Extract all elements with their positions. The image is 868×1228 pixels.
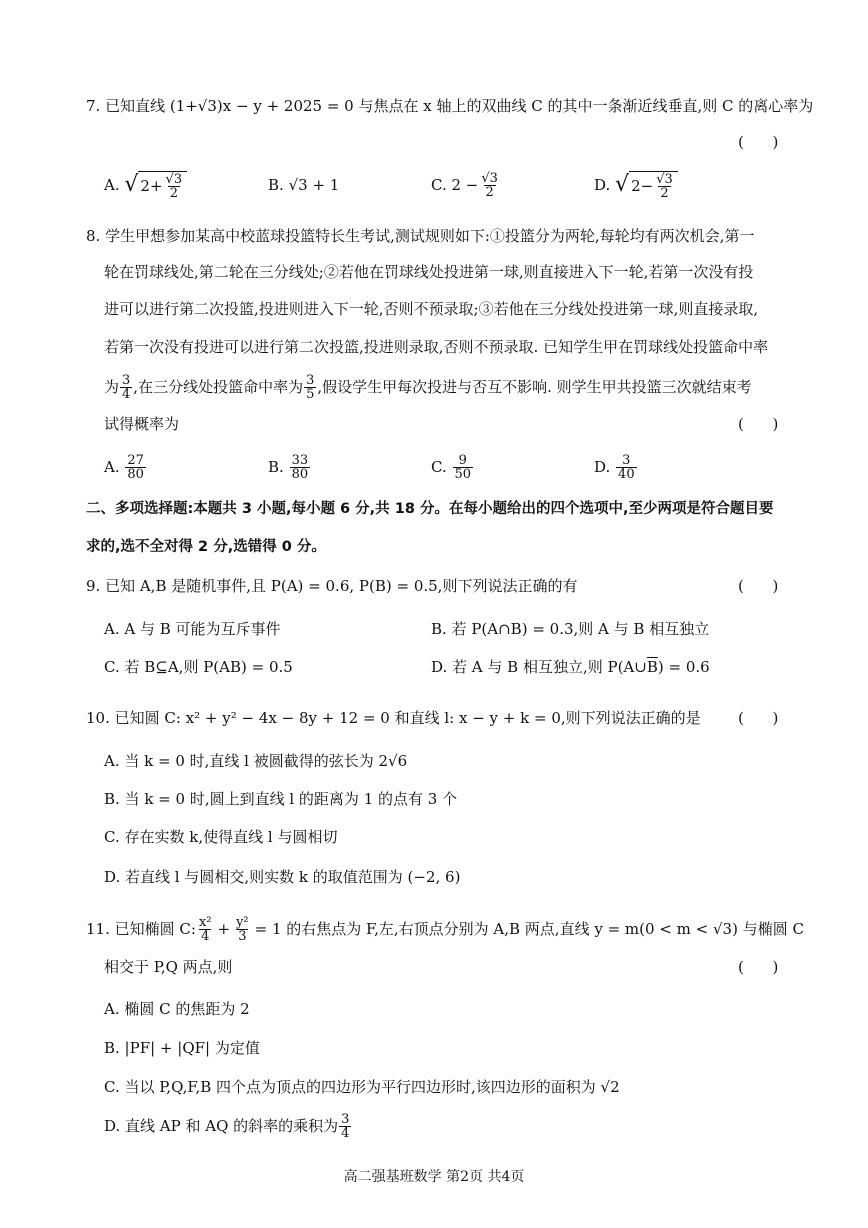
q9-answer-paren: ( ) (738, 577, 779, 595)
section-2-heading-line-2: 求的,选不全对得 2 分,选错得 0 分。 (86, 539, 326, 555)
q7-option-b: B. √3 + 1 (268, 176, 340, 194)
q9-option-a: A. A 与 B 可能为互斥事件 (104, 620, 281, 638)
fraction-3-5: $\frac{3}{5}$ (306, 372, 315, 402)
q9-option-d: D. 若 A 与 B 相互独立,则 $P(A\cup\overline{B}) = 0.6$ (431, 658, 710, 676)
q8-line-4: 若第一次没有投进可以进行第二次投篮,投进则录取,否则不预录取. 已知学生甲在罚球线处投篮命中率 (104, 338, 769, 356)
q11-option-a: A. 椭圆 C 的焦距为 2 (104, 1000, 250, 1018)
section-2-heading-line-1: 二、多项选择题:本题共 3 小题,每小题 6 分,共 18 分。在每小题给出的四个选项中,至少两项是符合题目要 (86, 501, 774, 517)
ellipse-y-term: $\frac{\text{y²}}{3}$ (236, 914, 249, 944)
q11-stem: 11. 已知椭圆 C: $\frac{\text{x²}}{4}$ + $\frac{\text{y²}}{3}$ = 1 的右焦点为 F,左,右顶点分别为 A,B 两点,直线 y = m(0 < m < √3) 与椭圆 C (86, 914, 804, 944)
q7-stem: 7. 已知直线 (1+√3)x − y + 2025 = 0 与焦点在 x 轴上的双曲线 C 的其中一条渐近线垂直,则 C 的离心率为 (86, 97, 814, 115)
q8-option-b: B. $\frac{33}{80}$ (268, 452, 309, 482)
q10-answer-paren: ( ) (738, 709, 779, 727)
q9-option-c: C. 若 B⊆A,则 P(AB) = 0.5 (104, 658, 293, 676)
q11-line-2: 相交于 P,Q 两点,则 (104, 958, 233, 976)
q8-option-c: C. $\frac{9}{50}$ (431, 452, 472, 482)
q10-option-b: B. 当 k = 0 时,圆上到直线 l 的距离为 1 的点有 3 个 (104, 790, 458, 808)
q7-option-c: C. 2 − $\frac{√3}{2}$ (431, 170, 498, 200)
q8-line-2: 轮在罚球线处,第二轮在三分线处;②若他在罚球线处投进第一球,则直接进入下一轮,若第一次没有投 (104, 263, 754, 281)
ellipse-x-term: $\frac{\text{x²}}{4}$ (198, 914, 212, 944)
q8-answer-paren: ( ) (738, 415, 779, 433)
q8-line-3: 进可以进行第二次投篮,投进则进入下一轮,否则不预录取;③若他在三分线处投进第一球,则直接录取, (104, 300, 759, 318)
q8-line-1: 8. 学生甲想参加某高中校蓝球投篮特长生考试,测试规则如下:①投篮分为两轮,每轮均有两次机会,第一 (86, 227, 755, 245)
page-footer: 高二强基班数学 第2页 共4页 (343, 1169, 525, 1185)
q10-option-d: D. 若直线 l 与圆相交,则实数 k 的取值范围为 (−2, 6) (104, 868, 461, 886)
q7-answer-paren: ( ) (738, 133, 779, 151)
q11-answer-paren: ( ) (738, 958, 779, 976)
q7-option-d: D. √ 2− $\frac{√3}{2}$ (594, 172, 678, 198)
q8-line-5: 为 $\frac{3}{4}$ ,在三分线处投篮命中率为 $\frac{3}{5}$ ,假设学生甲每次投进与否互不影响. 则学生甲共投篮三次就结束考 (104, 372, 752, 402)
q8-option-d: D. $\frac{3}{40}$ (594, 452, 635, 482)
q11-option-c: C. 当以 P,Q,F,B 四个点为顶点的四边形为平行四边形时,该四边形的面积为 √2 (104, 1078, 620, 1096)
q11-option-d: D. 直线 AP 和 AQ 的斜率的乘积为 $\frac{3}{4}$ (104, 1111, 350, 1141)
q9-stem: 9. 已知 A,B 是随机事件,且 P(A) = 0.6, P(B) = 0.5,则下列说法正确的有 (86, 577, 578, 595)
q7-option-a: A. √ 2+ $\frac{√3}{2}$ (104, 172, 187, 198)
q10-option-c: C. 存在实数 k,使得直线 l 与圆相切 (104, 828, 338, 846)
fraction-3-4: $\frac{3}{4}$ (122, 372, 131, 402)
q9-option-b: B. 若 P(A∩B) = 0.3,则 A 与 B 相互独立 (431, 620, 710, 638)
q10-stem: 10. 已知圆 C: x² + y² − 4x − 8y + 12 = 0 和直线 l: x − y + k = 0,则下列说法正确的是 (86, 709, 701, 727)
q8-line-6: 试得概率为 (104, 415, 180, 433)
q11-option-b: B. |PF| + |QF| 为定值 (104, 1039, 260, 1057)
q10-option-a: A. 当 k = 0 时,直线 l 被圆截得的弦长为 2√6 (104, 752, 408, 770)
q8-option-a: A. $\frac{27}{80}$ (104, 452, 144, 482)
